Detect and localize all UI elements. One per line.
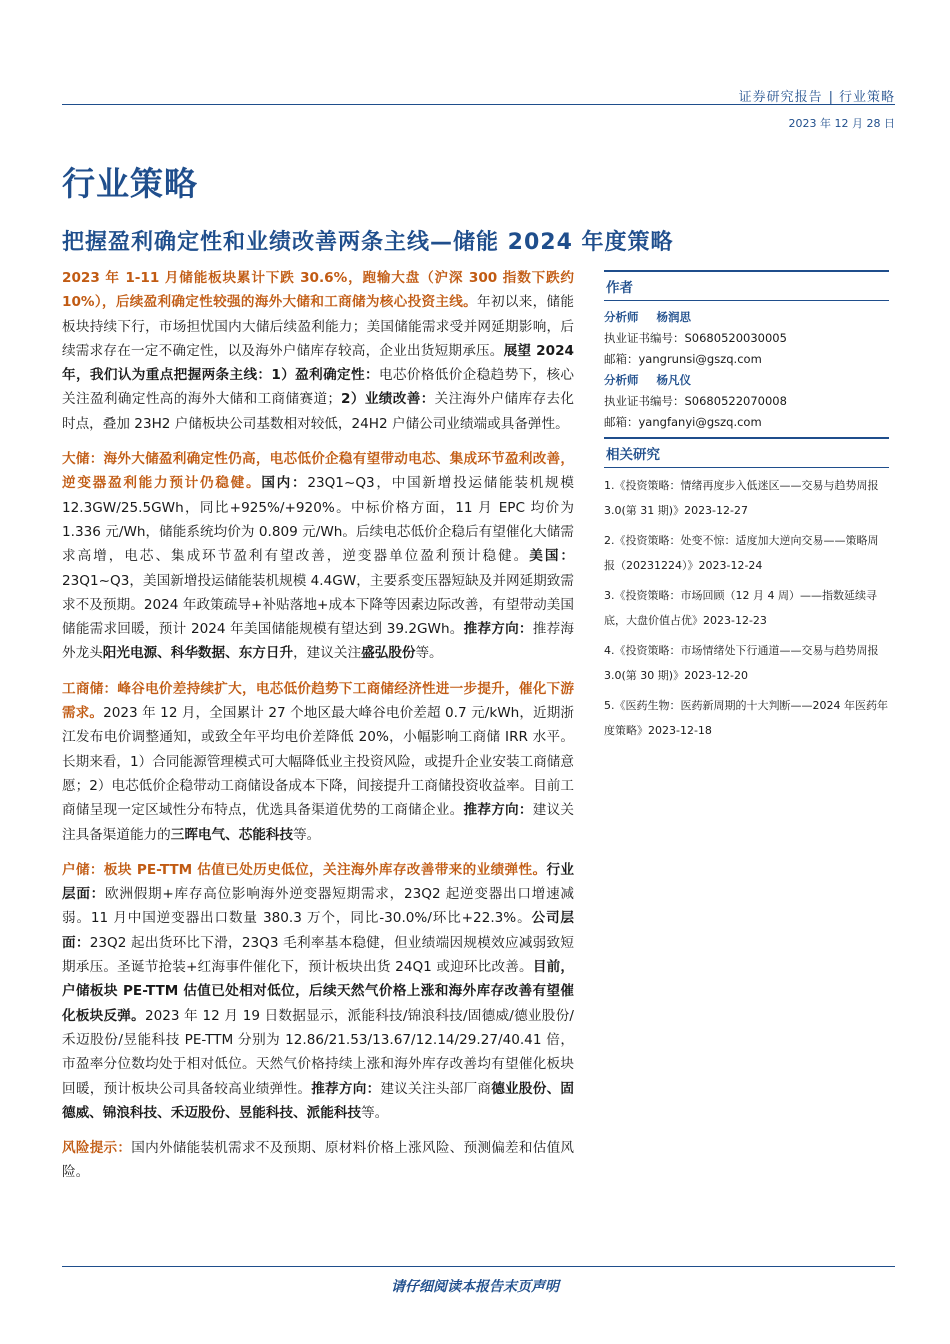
commercial-recommend-text: 建议关注具备渠道能力的: [62, 802, 575, 843]
household-recommend-label: 推荐方向：: [311, 1080, 381, 1097]
household-end: 等。: [361, 1104, 389, 1121]
analyst-cert: 执业证书编号：S0680520030005: [604, 331, 787, 345]
analyst-cert: 执业证书编号：S0680522070008: [604, 394, 787, 408]
commercial-end: 等。: [293, 826, 321, 843]
watch-stock: 盛弘股份: [361, 645, 416, 662]
large-storage-lead: 大储：海外大储盈利确定性仍高，电芯低价企稳有望带动电芯、集成环节盈利改善，逆变器盈利能力预计仍稳健。: [62, 451, 574, 492]
main-body: [62, 266, 574, 1196]
summary-improve: 2）业绩改善：: [341, 391, 435, 408]
related-heading: 相关研究: [604, 437, 889, 468]
related-item[interactable]: 5.《医药生物：医药新周期的十大判断——2024 年医药年度策略》2023-12-18: [604, 699, 888, 737]
related-item[interactable]: 2.《投资策略：处变不惊：适度加大逆向交易——策略周报（20231224）》2023-12-24: [604, 534, 879, 572]
risk-label: 风险提示：: [62, 1140, 132, 1157]
related-item[interactable]: 3.《投资策略：市场回顾（12 月 4 周）——指数延续寻底，大盘价值占优》2023-12-23: [604, 589, 877, 627]
analyst-2: [604, 370, 889, 433]
paragraph-large-storage: [62, 447, 574, 666]
risk-text: 国内外储能装机需求不及预期、原材料价格上涨风险、预测偏差和估值风险。: [62, 1140, 575, 1181]
recommend-label: 推荐方向：: [463, 621, 533, 638]
report-header: [739, 86, 895, 131]
analyst-name: 杨凡仪: [656, 373, 691, 387]
paragraph-commercial-storage: [62, 677, 574, 847]
commercial-recommend-label: 推荐方向：: [463, 802, 533, 819]
related-item[interactable]: 4.《投资策略：市场情绪处下行通道——交易与趋势周报 3.0(第 30 期)》2023-12-20: [604, 644, 879, 682]
recommend-end: 等。: [415, 645, 443, 662]
commercial-lead: 工商储：峰谷电价差持续扩大，电芯低价趋势下工商储经济性进一步提升，催化下游需求。: [62, 680, 574, 722]
company-label: 公司层面：: [62, 910, 575, 951]
recommend-text-2: ，建议关注: [293, 645, 362, 662]
analyst-role: 分析师: [604, 373, 639, 387]
analyst-email[interactable]: 邮箱：yangrunsi@gszq.com: [604, 352, 762, 366]
related-item[interactable]: 1.《投资策略：情绪再度步入低迷区——交易与趋势周报 3.0(第 31 期)》2023-12-27: [604, 479, 879, 517]
commercial-text: 2023 年 12 月，全国累计 27 个地区最大峰谷电价差超 0.7 元/kWh，近期浙江发布电价调整通知，或致全年平均电价差降低 20%，小幅影响工商储 IRR 水平。长期来看，1）合同能源管理模式可大幅降低业主投资风险，或提升企业安装工商储意愿；2）电芯低价企稳带动工商储设备成本下降，间接提升工商储投资收益率。目前工商储呈现一定区域性分布特点，优选具备渠道优势的工商储企业。: [62, 705, 574, 819]
paragraph-household-storage: [62, 858, 574, 1125]
recommend-stocks: 阳光电源、科华数据、东方日升: [102, 645, 294, 662]
footer-rule: [62, 1266, 895, 1267]
page-title: 行业策略: [62, 164, 198, 203]
header-rule: [62, 104, 895, 105]
analyst-email[interactable]: 邮箱：yangfanyi@gszq.com: [604, 415, 762, 429]
summary-text-c: 电芯价格低价企稳趋势下，核心关注盈利确定性高的海外大储和工商储赛道；: [62, 367, 574, 408]
us-text: 23Q1~Q3，美国新增投运储能装机规模 4.4GW，主要系变压器短缺及并网延期致需求不及预期。2024 年政策疏导+补贴落地+成本下降等因素边际改善，有望带动美国储能需求回暖，预计 2024 年美国储能规模有望达到 39.2GWh。: [62, 572, 574, 638]
report-subtitle: 把握盈利确定性和业绩改善两条主线—储能 2024 年度策略: [62, 230, 674, 255]
sidebar: [604, 270, 889, 749]
recommend-text: 推荐海外龙头: [62, 621, 575, 662]
report-category: 行业策略: [838, 90, 895, 105]
summary-text-a: 年初以来，储能板块持续下行，市场担忧国内大储后续盈利能力；美国储能需求受并网延期影响，后续需求存在一定不确定性，以及海外户储库存较高，企业出货短期承压。: [62, 294, 574, 359]
related-list: [604, 474, 889, 743]
domestic-text: 23Q1~Q3，中国新增投运储能装机规模 12.3GW/25.5GWh，同比+925%/+920%。中标价格方面，11 月 EPC 均价为 1.336 元/Wh，储能系统均价为 0.809 元/Wh。后续电芯低价企稳后有望催化大储需求高增，电芯、集成环节盈利有望改善，逆变器单位盈利预计稳健。: [62, 475, 575, 565]
summary-outlook: 展望 2024 年，我们认为重点把握两条主线：1）盈利确定性：: [62, 342, 574, 384]
us-label: 美国：: [529, 548, 575, 565]
industry-label: 行业层面：: [62, 861, 574, 903]
header-separator: |: [828, 90, 833, 105]
analyst-name: 杨润思: [656, 310, 691, 324]
paragraph-risk: [62, 1136, 574, 1185]
footer-disclaimer: 请仔细阅读本报告末页声明: [391, 1279, 559, 1295]
valuation-highlight: 目前，户储板块 PE-TTM 估值已处相对低位，后续天然气价格上涨和海外库存改善有望催化板块反弹。: [62, 959, 574, 1024]
summary-text-e: 关注海外户储库存去化时点，叠加 23H2 户储板块公司基数相对较低，24H2 户储公司业绩端或具备弹性。: [62, 391, 574, 432]
valuation-text: 2023 年 12 月 19 日数据显示，派能科技/锦浪科技/固德威/德业股份/禾迈股份/昱能科技 PE-TTM 分别为 12.86/21.53/13.67/12.14/29.27/40.41 倍，市盈率分位数均处于相对低位。天然气价格持续上涨和海外库存改善均有望催化板块回暖，预计板块公司具备较高业绩弹性。: [62, 1007, 574, 1097]
analyst-1: [604, 307, 889, 370]
company-text: 23Q2 起出货环比下滑，23Q3 毛利率基本稳健，但业绩端因规模效应减弱致短期承压。圣诞节抢装+红海事件催化下，预计板块出货 24Q1 或迎环比改善。: [62, 934, 575, 976]
domestic-label: 国内：: [261, 475, 308, 492]
paragraph-summary: [62, 266, 574, 436]
analyst-role: 分析师: [604, 310, 639, 324]
household-recommend-text: 建议关注头部厂商: [380, 1080, 492, 1097]
household-stocks: 德业股份、固德威、锦浪科技、禾迈股份、昱能科技、派能科技: [62, 1080, 575, 1121]
authors-heading: 作者: [604, 270, 889, 301]
industry-text: 欧洲假期+库存高位影响海外逆变器短期需求，23Q2 起逆变器出口增速减弱。11 月中国逆变器出口数量 380.3 万个，同比-30.0%/环比+22.3%。: [62, 886, 575, 927]
report-type: 证券研究报告: [738, 90, 823, 105]
commercial-stocks: 三晖电气、芯能科技: [170, 826, 294, 843]
summary-lead: 2023 年 1-11 月储能板块累计下跌 30.6%，跑输大盘（沪深 300 指数下跌约 10%），后续盈利确定性较强的海外大储和工商储为核心投资主线。: [62, 270, 574, 311]
household-lead: 户储：板块 PE-TTM 估值已处历史低位，关注海外库存改善带来的业绩弹性。: [62, 861, 547, 878]
report-date: 2023 年 12 月 28 日: [788, 117, 895, 130]
